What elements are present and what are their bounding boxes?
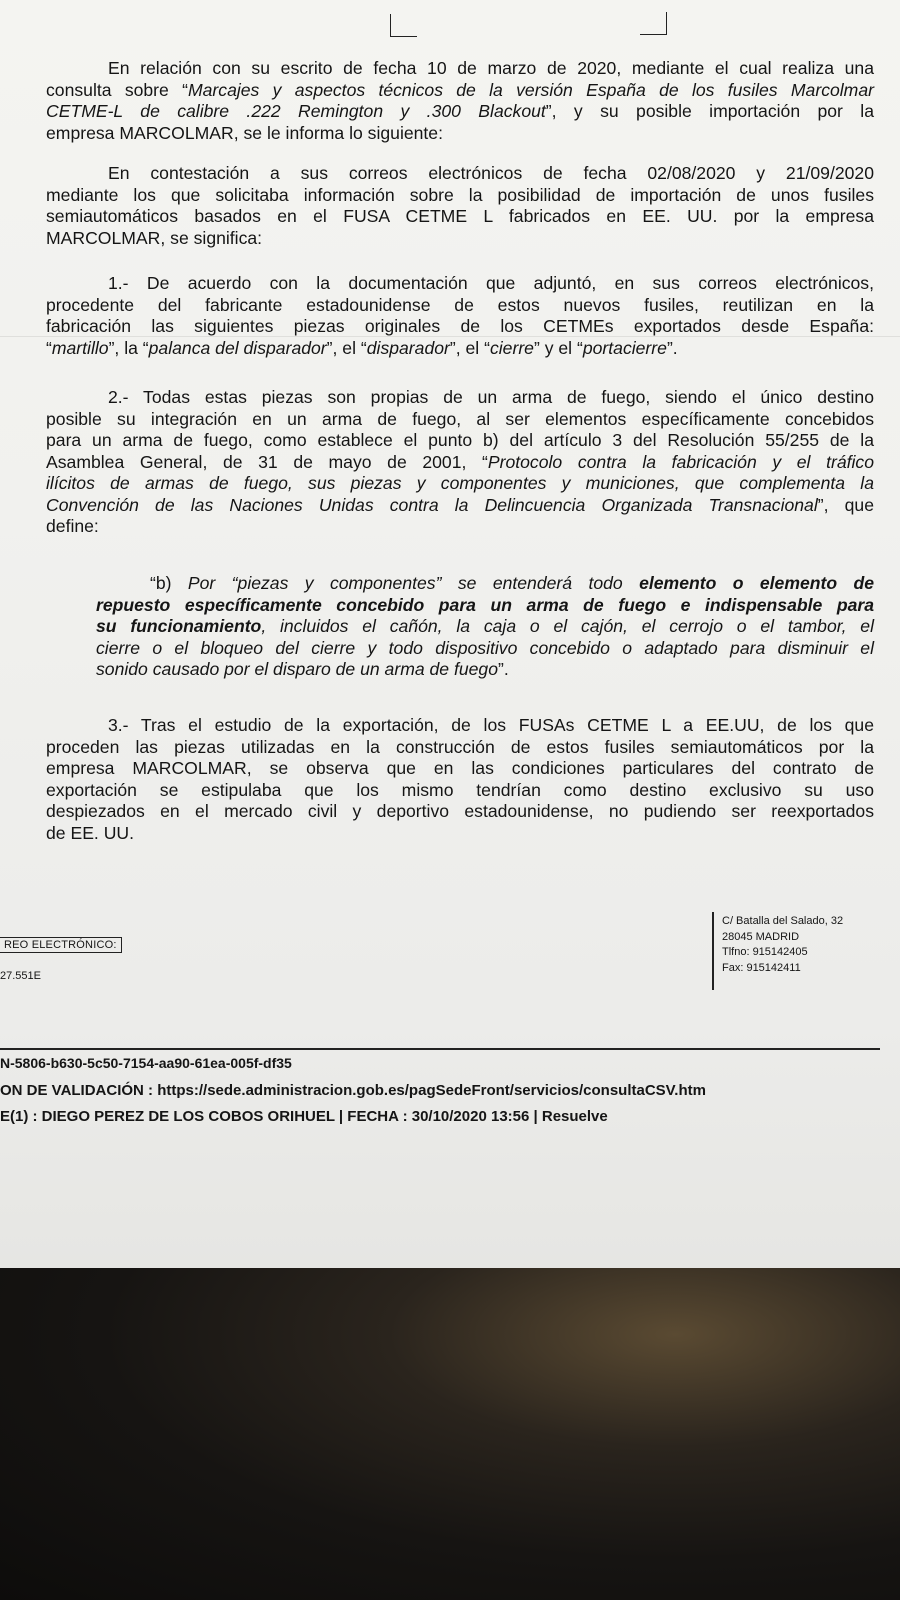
italic-text: cierre o el bloqueo del cierre y todo dispositivo concebido o adaptado para disminuir el	[96, 637, 874, 658]
text-line: define:	[46, 516, 99, 536]
text-span: ” y el “	[533, 337, 583, 358]
text-line: de EE. UU.	[46, 822, 135, 843]
italic-text: Protocolo contra la fabricación y el tráfico	[487, 451, 874, 472]
italic-text: cierre	[489, 337, 534, 358]
text-line: MARCOLMAR, se significa:	[46, 227, 263, 248]
italic-text: portacierre	[582, 337, 667, 358]
text-line	[96, 659, 874, 681]
bold-italic-text: elemento o elemento de	[639, 573, 875, 593]
text-line	[46, 80, 874, 102]
text-span: ”, el “	[449, 337, 490, 358]
text-line	[46, 338, 874, 360]
italic-text: Marcajes y aspectos técnicos de la versión España de los fusiles Marcolmar	[187, 79, 874, 100]
office-address	[712, 914, 872, 976]
text-span: “	[46, 337, 52, 358]
italic-text: disparador	[366, 337, 450, 358]
text-span: consulta sobre “	[46, 79, 188, 100]
text-span: ”, la “	[108, 337, 149, 358]
csv-code: N-5806-b630-5c50-7154-aa90-61ea-005f-df35	[0, 1055, 292, 1071]
paragraph-point-1	[46, 273, 874, 359]
address-city: 28045 MADRID	[722, 930, 800, 943]
text-span: ”.	[498, 659, 509, 679]
text-line: posible su integración en un arma de fuego, al ser elementos específicamente concebidos	[46, 408, 874, 429]
text-line	[46, 495, 874, 517]
italic-text: CETME-L de calibre .222 Remington y .300 Blackout	[46, 101, 546, 121]
text-line: mediante los que solicitaba información sobre la posibilidad de importación de unos fusiles	[46, 184, 874, 205]
validation-url: ON DE VALIDACIÓN : https://sede.administracion.gob.es/pagSedeFront/servicios/consultaCSV.htm	[0, 1082, 706, 1099]
text-span: ”, el “	[326, 337, 367, 358]
text-line	[46, 452, 874, 474]
text-span: “b)	[150, 573, 188, 593]
paragraph-point-2	[46, 387, 874, 538]
italic-text: , incluidos el cañón, la caja o el cajón, el cerrojo o el tambor, el	[261, 616, 874, 636]
text-line: En contestación a sus correos electrónicos de fecha 02/08/2020 y 21/09/2020	[108, 163, 874, 183]
signer-info: E(1) : DIEGO PEREZ DE LOS COBOS ORIHUEL | FECHA : 30/10/2020 13:56 | Resuelve	[0, 1108, 608, 1125]
text-span: ”, que	[817, 494, 874, 515]
text-span: Asamblea General, de 31 de mayo de 2001, “	[46, 451, 488, 472]
document-code: 27.551E	[0, 970, 41, 982]
text-line: despiezados en el mercado civil y deportivo estadounidense, no pudiendo ser reexportados	[46, 801, 874, 821]
italic-text: martillo	[51, 337, 109, 358]
paper-fold	[0, 336, 900, 337]
text-line	[96, 595, 874, 617]
italic-text: palanca del disparador	[148, 337, 327, 358]
address-fax: Fax: 915142411	[722, 961, 801, 974]
italic-text: sonido causado por el disparo de un arma de fuego	[96, 659, 499, 679]
text-line: 3.- Tras el estudio de la exportación, de los FUSAs CETME L a EE.UU, de los que	[108, 715, 874, 735]
text-line: 1.- De acuerdo con la documentación que adjuntó, en sus correos electrónicos,	[108, 273, 874, 293]
paragraph-intro	[46, 58, 874, 144]
text-line	[46, 101, 874, 123]
text-line	[96, 638, 874, 660]
address-phone: Tlfno: 915142405	[722, 946, 808, 958]
footer-divider	[0, 1048, 880, 1050]
italic-text: ilícitos de armas de fuego, sus piezas y componentes y municiones, que complementa la	[46, 473, 874, 493]
paragraph-response	[46, 163, 874, 249]
bold-italic-text: su funcionamiento	[96, 616, 262, 636]
text-line: para un arma de fuego, como establece el punto b) del artículo 3 del Resolución 55/255 de la	[46, 430, 874, 450]
paragraph-point-3	[46, 715, 874, 844]
email-label: REO ELECTRÓNICO:	[0, 937, 122, 953]
bold-italic-text: repuesto específicamente concebido para un arma de fuego e indispensable para	[96, 594, 874, 615]
text-line: empresa MARCOLMAR, se observa que en las condiciones particulares del contrato de	[46, 758, 874, 778]
text-line: fabricación las siguientes piezas originales de los CETMEs exportados desde España:	[46, 316, 874, 336]
text-line: semiautomáticos basados en el FUSA CETME L fabricados en EE. UU. por la empresa	[46, 206, 874, 226]
text-line: En relación con su escrito de fecha 10 de marzo de 2020, mediante el cual realiza una	[108, 58, 874, 78]
legal-quote	[96, 573, 874, 681]
text-line	[96, 573, 874, 595]
text-line: procedente del fabricante estadounidense de estos nuevos fusiles, reutilizan en la	[46, 294, 874, 315]
address-street: C/ Batalla del Salado, 32	[722, 915, 844, 927]
italic-text: Por “piezas y componentes” se entenderá todo	[187, 573, 640, 593]
text-line	[96, 616, 874, 638]
italic-text: Convención de las Naciones Unidas contra la Delincuencia Organizada Transnacional	[46, 494, 818, 515]
corner-mark-right	[640, 12, 667, 35]
text-span: ”.	[666, 337, 678, 358]
corner-mark-left	[390, 14, 417, 37]
text-line	[46, 473, 874, 495]
text-span: ”, y su posible importación por la	[545, 101, 874, 121]
text-line: empresa MARCOLMAR, se le informa lo siguiente:	[46, 122, 443, 143]
text-line: 2.- Todas estas piezas son propias de un arma de fuego, siendo el único destino	[108, 387, 874, 407]
text-line: proceden las piezas utilizadas en la construcción de estos fusiles semiautomáticos por la	[46, 736, 874, 757]
text-line: exportación se estipulaba que los mismo tendrían como destino exclusivo su uso	[46, 779, 874, 800]
background-surface	[0, 1268, 900, 1600]
